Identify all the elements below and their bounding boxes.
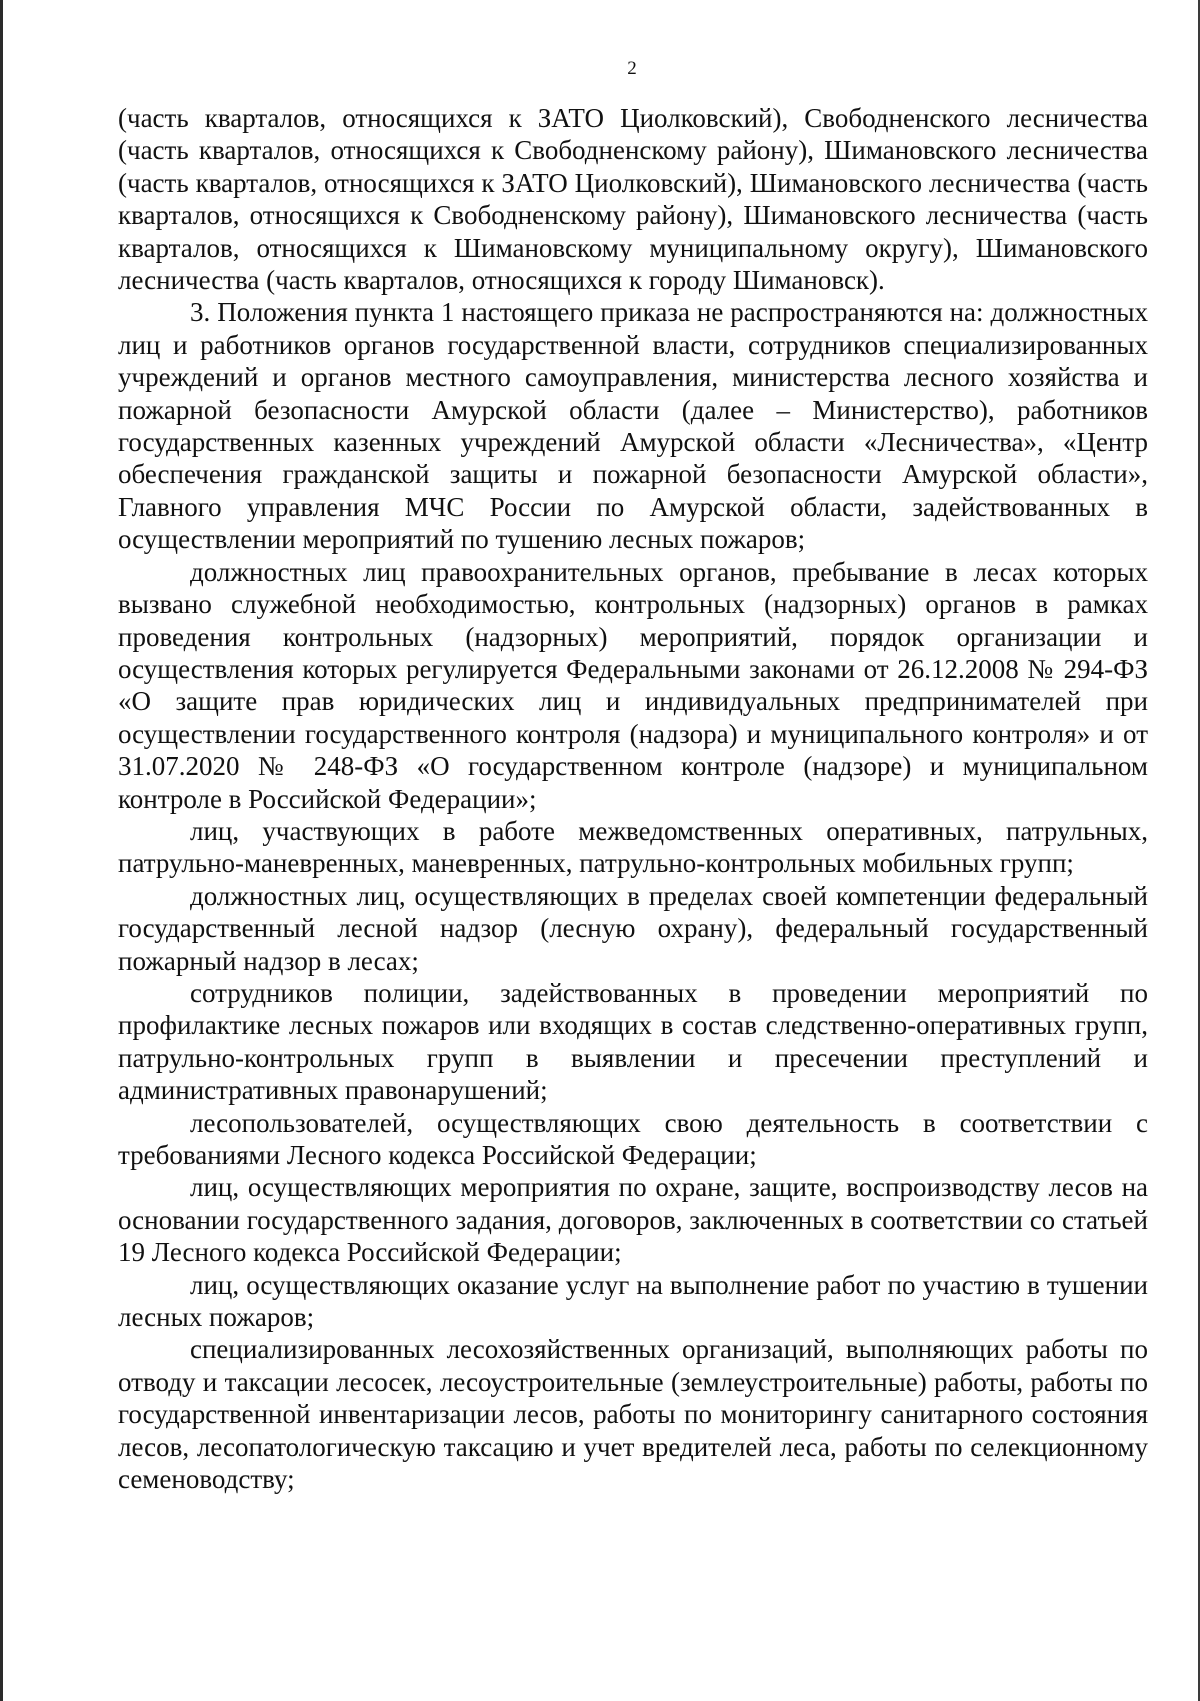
scan-edge-left	[0, 0, 3, 1701]
paragraph-fire-services: лиц, осуществляющих оказание услуг на выполнение работ по участию в тушении лесных пожаров;	[118, 1269, 1148, 1333]
paragraph-specialized-organizations: специализированных лесохозяйственных организаций, выполняющих работы по отводу и таксации лесосек, лесоустроительные (землеустроительные) работы, работы по государственной инвентаризации лесов, работы по мониторингу санитарного состояния лесов, лесопатологическую таксацию и учет вредителей леса, работы по селекционному семеноводству;	[118, 1334, 1148, 1495]
paragraph-forest-protection: лиц, осуществляющих мероприятия по охране, защите, воспроизводству лесов на основании государственного задания, договоров, заключенных в соответствии со статьей 19 Лесного кодекса Российской Федерации;	[118, 1172, 1148, 1268]
paragraph-patrol-groups: лиц, участвующих в работе межведомственных оперативных, патрульных, патрульно-маневренных, маневренных, патрульно-контрольных мобильных групп;	[118, 815, 1148, 879]
document-body	[118, 102, 1148, 1495]
page-number: 2	[627, 58, 637, 79]
paragraph-forest-users: лесопользователей, осуществляющих свою деятельность в соответствии с требованиями Лесного кодекса Российской Федерации;	[118, 1107, 1148, 1170]
paragraph-police: сотрудников полиции, задействованных в проведении мероприятий по профилактике лесных пожаров или входящих в состав следственно-оперативных групп, патрульно-контрольных групп в выявлении и пресечении преступлений и административных правонарушений;	[118, 977, 1148, 1106]
paragraph-forest-supervision: должностных лиц, осуществляющих в пределах своей компетенции федеральный государственный лесной надзор (лесную охрану), федеральный государственный пожарный надзор в лесах;	[118, 880, 1148, 976]
paragraph-law-enforcement: должностных лиц правоохранительных органов, пребывание в лесах которых вызвано служебной необходимостью, контрольных (надзорных) органов в рамках проведения контрольных (надзорных) мероприятий, порядок организации и осуществления которых регулируется Федеральными законами от 26.12.2008 № 294-ФЗ «О защите прав юридических лиц и индивидуальных предпринимателей при осуществлении государственного контроля (надзора) и муниципального контроля» и от 31.07.2020 № 248-ФЗ «О государственном контроле (надзоре) и муниципальном контроле в Российской Федерации»;	[118, 556, 1148, 814]
paragraph-item-3: 3. Положения пункта 1 настоящего приказа не распространяются на: должностных лиц и работников органов государственной власти, сотрудников специализированных учреждений и органов местного самоуправления, министерства лесного хозяйства и пожарной безопасности Амурской области (далее – Министерство), работников государственных казенных учреждений Амурской области «Лесничества», «Центр обеспечения гражданской защиты и пожарной безопасности Амурской области», Главного управления МЧС России по Амурской области, задействованных в осуществлении мероприятий по тушению лесных пожаров;	[118, 297, 1148, 555]
paragraph-continuation: (часть кварталов, относящихся к ЗАТО Циолковский), Свободненского лесничества (часть кварталов, относящихся к Свободненскому району), Шимановского лесничества (часть кварталов, относящихся к ЗАТО Циолковский), Шимановского лесничества (часть кварталов, относящихся к Свободненскому району), Шимановского лесничества (часть кварталов, относящихся к Шимановскому муниципальному округу), Шимановского лесничества (часть кварталов, относящихся к городу Шимановск).	[118, 103, 1148, 296]
